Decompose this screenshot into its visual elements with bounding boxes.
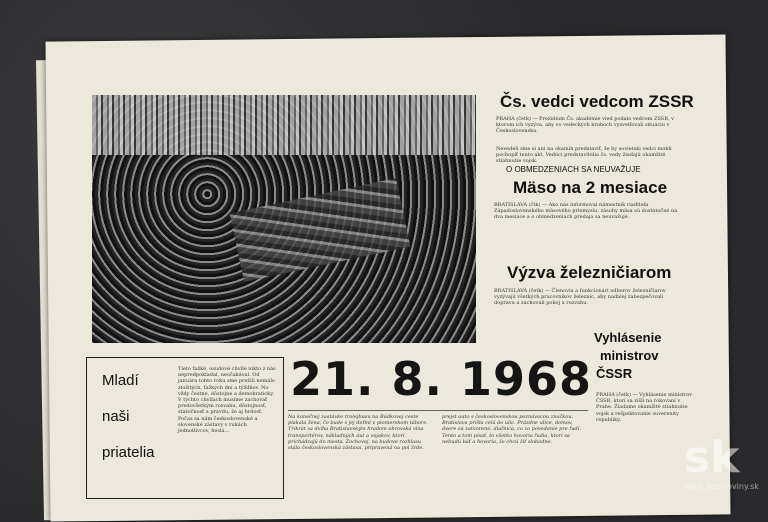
watermark-url: www.webnoviny.sk [684, 482, 759, 491]
ministers-headline-line1: Vyhlásenie [594, 330, 662, 345]
meat-headline: Mäso na 2 mesiace [513, 178, 668, 197]
crowd-photo-texture [92, 95, 476, 155]
date-rule [288, 410, 588, 411]
main-date-headline: 21. 8. 1968 [290, 352, 593, 406]
scientists-headline: Čs. vedci vedcom ZSSR [500, 92, 694, 111]
meat-kicker: O OBMEDZENIACH SA NEUVAŽUJE [506, 165, 641, 174]
friends-body: Tieto ťažké, osudové chvíle nikto z nás nepredpokladal, neočakával. Od januára tohto roku sme prežili nemálo zložitých, ťažkých dní a týždňov. No vždy čestne, dôstojne a demokraticky. V týchto chvíľach musíme zachovať predovšetkým rozvahu, dôstojnosť, statočnosť a pravdu, že aj hrdosť. Počas sa nám československé a slovenské zástavy v rukách jednotlivcov, heslá... [178, 366, 276, 435]
main-col2: prejst auto s československou poznávacou značkou. Bratislava prišla celá do ulíc. Prázdne ulice, domov, dvere sú zatvorené, diaľnica, co za povedanie pre ľudí. Tento a tom písať, to všetko hovoria ľudia, ktorí sa nebudú báť a hovoria, že chcú žiť slobodne. [442, 414, 581, 445]
friends-headline-line1: Mladí [102, 372, 139, 389]
watermark-brand: sk [684, 432, 740, 483]
scientists-body: Nevedeli sme si ani na okamih predstaviť, že by sovietski vedci mohli pochopiť tento akt. Vedúci predstavitelia čs. vedy žiadajú okamžité stiahnutie vojsk. [496, 146, 672, 165]
friends-headline-line3: priatelia [102, 444, 155, 461]
rail-headline: Výzva železničiarom [507, 263, 672, 282]
friends-headline-line2: naši [102, 408, 130, 425]
ministers-headline-line2: ministrov [600, 348, 659, 363]
rail-body: BRATISLAVA (četk) — Členovia a funkcionári odborov železničiarov vyzývajú všetkých pracovníkov železníc, aby naďalej zabezpečovali dopravu a zachovali pokoj a rozvahu. [494, 288, 666, 307]
ministers-headline-line3: ČSSR [596, 366, 633, 381]
meat-body: BRATISLAVA (čtk) — Ako nás informoval námestník riaditeľa Západoslovenského mäsového priemyslu, zásoby mäsa sú dostatočné na dva mesiace a o obmedzeniach predaja sa neuvažuje. [494, 202, 678, 221]
ministers-body: PRAHA (četk) — Vyhlásenie ministrov ČSSR, ktorí sa zišli na rokovaní v Prahe. Žiadame okamžité stiahnutie vojsk a rešpektovanie suverenity republiky. [596, 392, 693, 423]
scientists-lead: PRAHA (četk) — Prezidium Čs. akadémie vied podalo vedcom ZSSR, v ktorom ich vyzýva, aby vo vedeckých kruhoch vysvetľovali situáciu v Československu. [496, 116, 674, 135]
main-col1: Na konečnej zastávke trolejbusu na Búdkovej ceste plakala žena, čo bude s jej deťmi v pionierskom tábore. Trikrát sa dvíha Bratislavským hradom obrovská vlna transportérov, nákladných áut a vojakov, ktorí prichádzajú do mesta. Zochovej, na budove rozhlasu stála československá zástava, pripravená na pol žrde. [288, 414, 428, 452]
